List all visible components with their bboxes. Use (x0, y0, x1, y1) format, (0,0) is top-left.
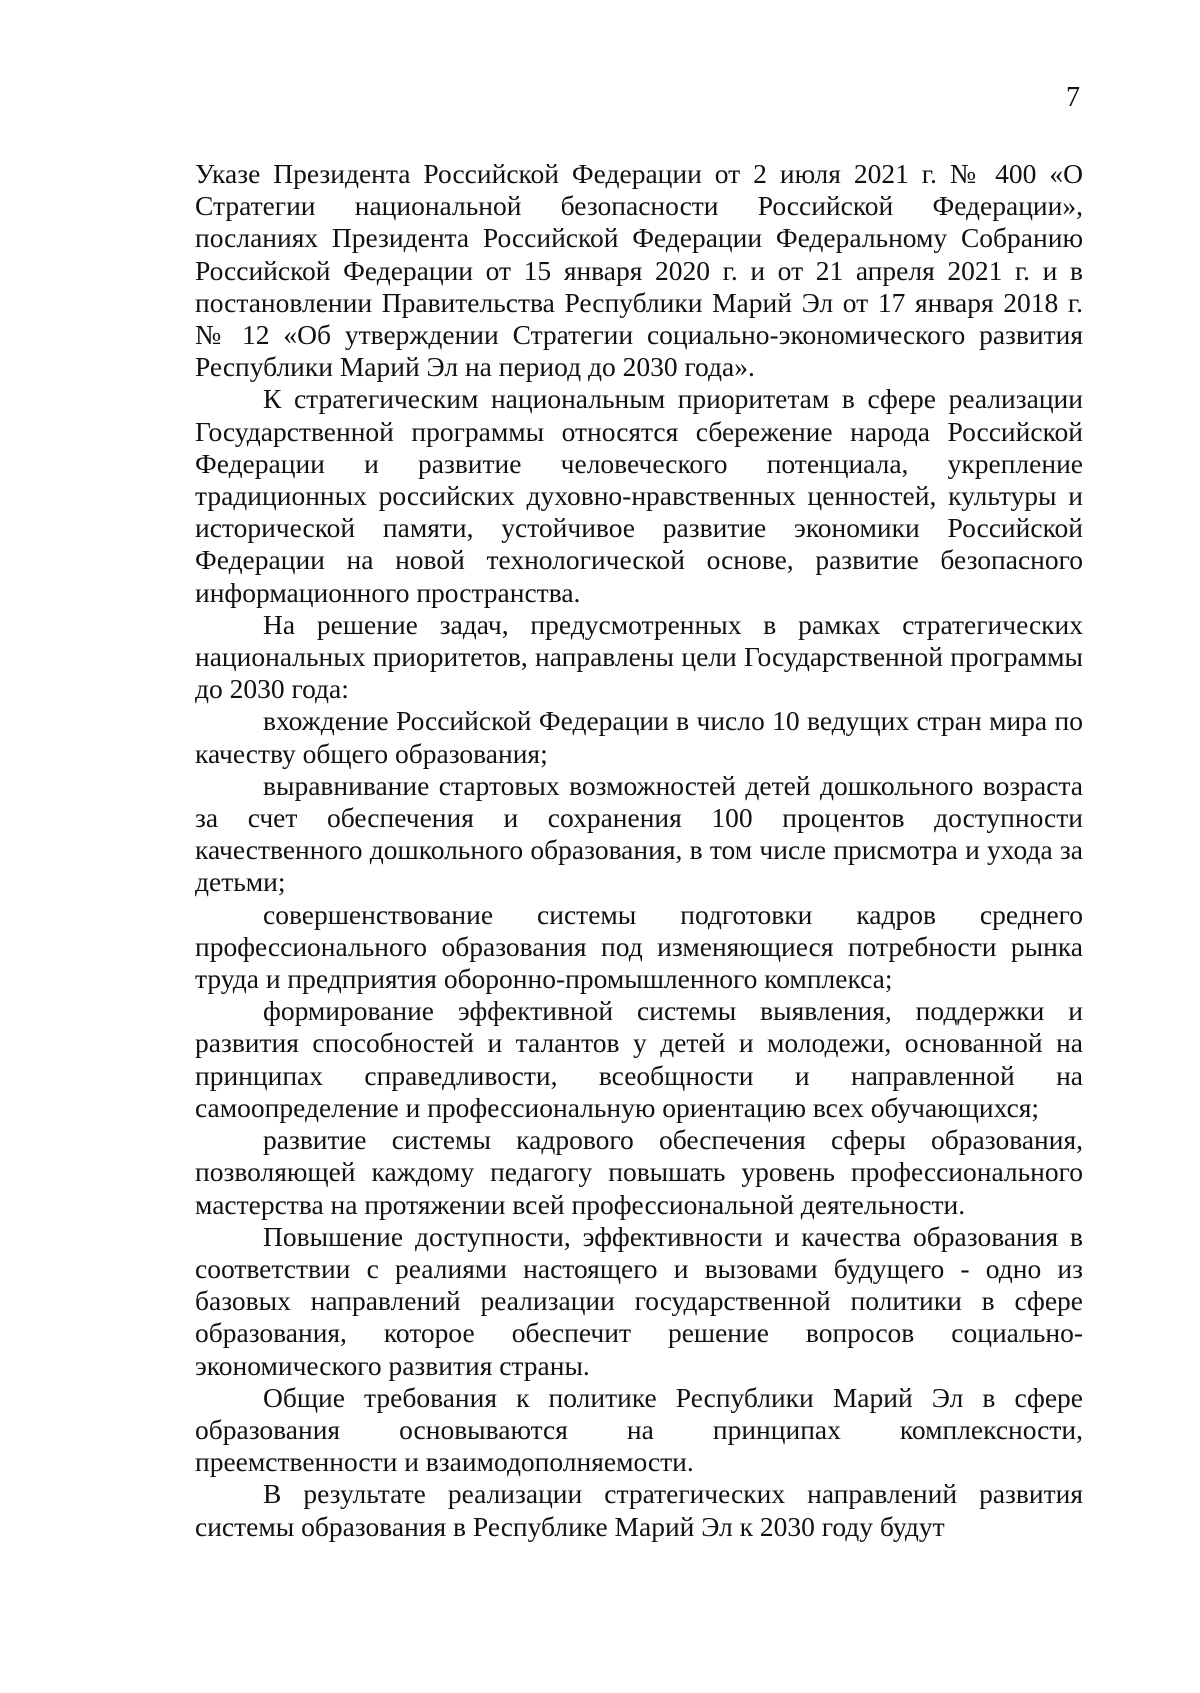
paragraph-decree-references: Указе Президента Российской Федерации от 2 июля 2021 г. № 400 «О Стратегии национальной безопасности Российской Федерации», посланиях Президента Российской Федерации Федеральному Собранию Российской Федерации от 15 января 2020 г. и от 21 апреля 2021 г. и в постановлении Правительства Республики Марий Эл от 17 января 2018 г. № 12 «Об утверждении Стратегии социально-экономического развития Республики Марий Эл на период до 2030 года». (195, 158, 1083, 383)
list-item-goal-preschool: выравнивание стартовых возможностей детей дошкольного возраста за счет обеспечения и сохранения 100 процентов доступности качественного дошкольного образования, в том числе присмотра и ухода за детьми; (195, 769, 1083, 898)
paragraph-strategic-priorities: К стратегическим национальным приоритетам в сфере реализации Государственной программы относятся сбережение народа Российской Федерации и развитие человеческого потенциала, укрепление традиционных российских духовно-нравственных ценностей, культуры и исторической памяти, устойчивое развитие экономики Российской Федерации на новой технологической основе, развитие безопасного информационного пространства. (195, 383, 1083, 608)
paragraph-program-goals-intro: На решение задач, предусмотренных в рамках стратегических национальных приоритетов, направлены цели Государственной программы до 2030 года: (195, 608, 1083, 705)
page-number: 7 (1066, 82, 1080, 113)
list-item-goal-talents: формирование эффективной системы выявления, поддержки и развития способностей и талантов у детей и молодежи, основанной на принципах справедливости, всеобщности и направленной на самоопределение и профессиональную ориентацию всех обучающихся; (195, 995, 1083, 1123)
paragraph-results-2030: В результате реализации стратегических направлений развития системы образования в Республике Марий Эл к 2030 году будут (195, 1478, 1083, 1542)
list-item-goal-vocational: совершенствование системы подготовки кадров среднего профессионального образования под изменяющиеся потребности рынка труда и предприятия оборонно-промышленного комплекса; (195, 898, 1083, 995)
paragraph-policy-requirements: Общие требования к политике Республики Марий Эл в сфере образования основываются на принципах комплексности, преемственности и взаимодополняемости. (195, 1381, 1083, 1478)
list-item-goal-staffing: развитие системы кадрового обеспечения сферы образования, позволяющей каждому педагогу повышать уровень профессионального мастерства на протяжении всей профессиональной деятельности. (195, 1124, 1083, 1220)
paragraph-education-quality: Повышение доступности, эффективности и качества образования в соответствии с реалиями настоящего и вызовами будущего - одно из базовых направлений реализации государственной политики в сфере образования, которое обеспечит решение вопросов социально-экономического развития страны. (195, 1220, 1083, 1381)
list-item-goal-general-education: вхождение Российской Федерации в число 10 ведущих стран мира по качеству общего образования; (195, 705, 1083, 769)
document-body (195, 158, 1083, 1543)
